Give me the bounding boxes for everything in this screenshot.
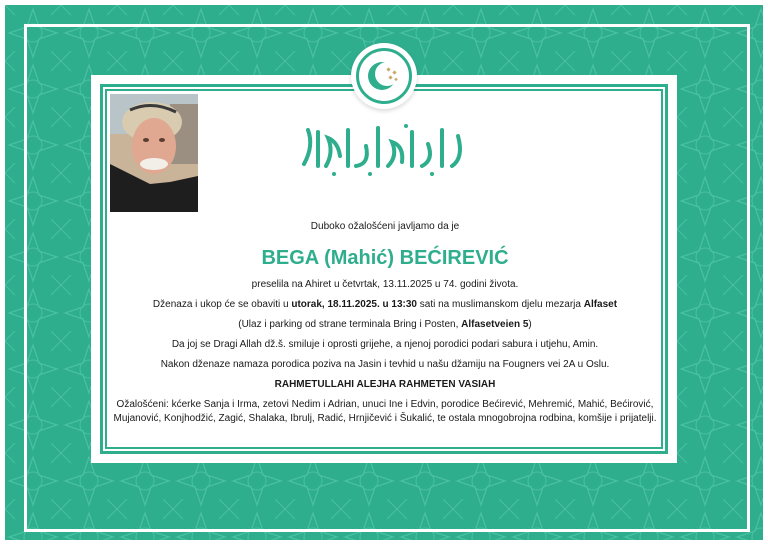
burial-prefix: Dženaza i ukop će se obaviti u [152,299,292,310]
burial-time: utorak, 18.11.2025. u 13:30 [291,299,417,310]
entrance-line [112,318,658,332]
portrait-photo [110,94,198,212]
deceased-name: BEGA (Mahić) BEĆIREVIĆ [261,247,509,269]
passing-line: preselila na Ahiret u četvrtak, 13.11.2025 u 74. godini života. [251,279,519,290]
burial-middle: sati na muslimanskom djelu mezarja [416,299,584,310]
crescent-star-icon [351,43,417,109]
entrance-suffix: ) [528,319,532,330]
entrance-address: Alfasetveien 5 [461,319,529,330]
entrance-prefix: (Ulaz i parking od strane terminala Bring i Posten, [238,319,462,330]
deceased-portrait [110,94,198,212]
blessing-heading: RAHMETULLAHI ALEJHA RAHMETEN VASIAH [274,379,496,390]
arabic-calligraphy [294,116,474,178]
intro-line: Duboko ožalošćeni javljamo da je [310,221,460,232]
invitation-line: Nakon dženaze namaza porodica poziva na Jasin i tevhid u našu džamiju na Fougners vei 2A u Oslu. [160,359,610,370]
emblem-badge [351,43,417,109]
burial-line [112,298,658,312]
mourners-list: Ožalošćeni: kćerke Sanja i Irma, zetovi Nedim i Adrian, unuci Ine i Edvin, porodice Bećirević, Mehremić, Mahić, Bećirović, Mujanović, Konjhodžić, Zagić, Shalaka, Ibrulj, Radić, Hrnjičević i Šukalić, te ostala mnogobrojna rodbina, komšije i prijatelji. [113,399,657,424]
calligraphy-artwork [294,116,474,178]
burial-place: Alfaset [583,299,618,310]
notice-text [112,214,658,426]
prayer-line: Da joj se Dragi Allah dž.š. smiluje i oprosti grijehe, a njenoj porodici podari sabura i utjehu, Amin. [171,339,599,350]
